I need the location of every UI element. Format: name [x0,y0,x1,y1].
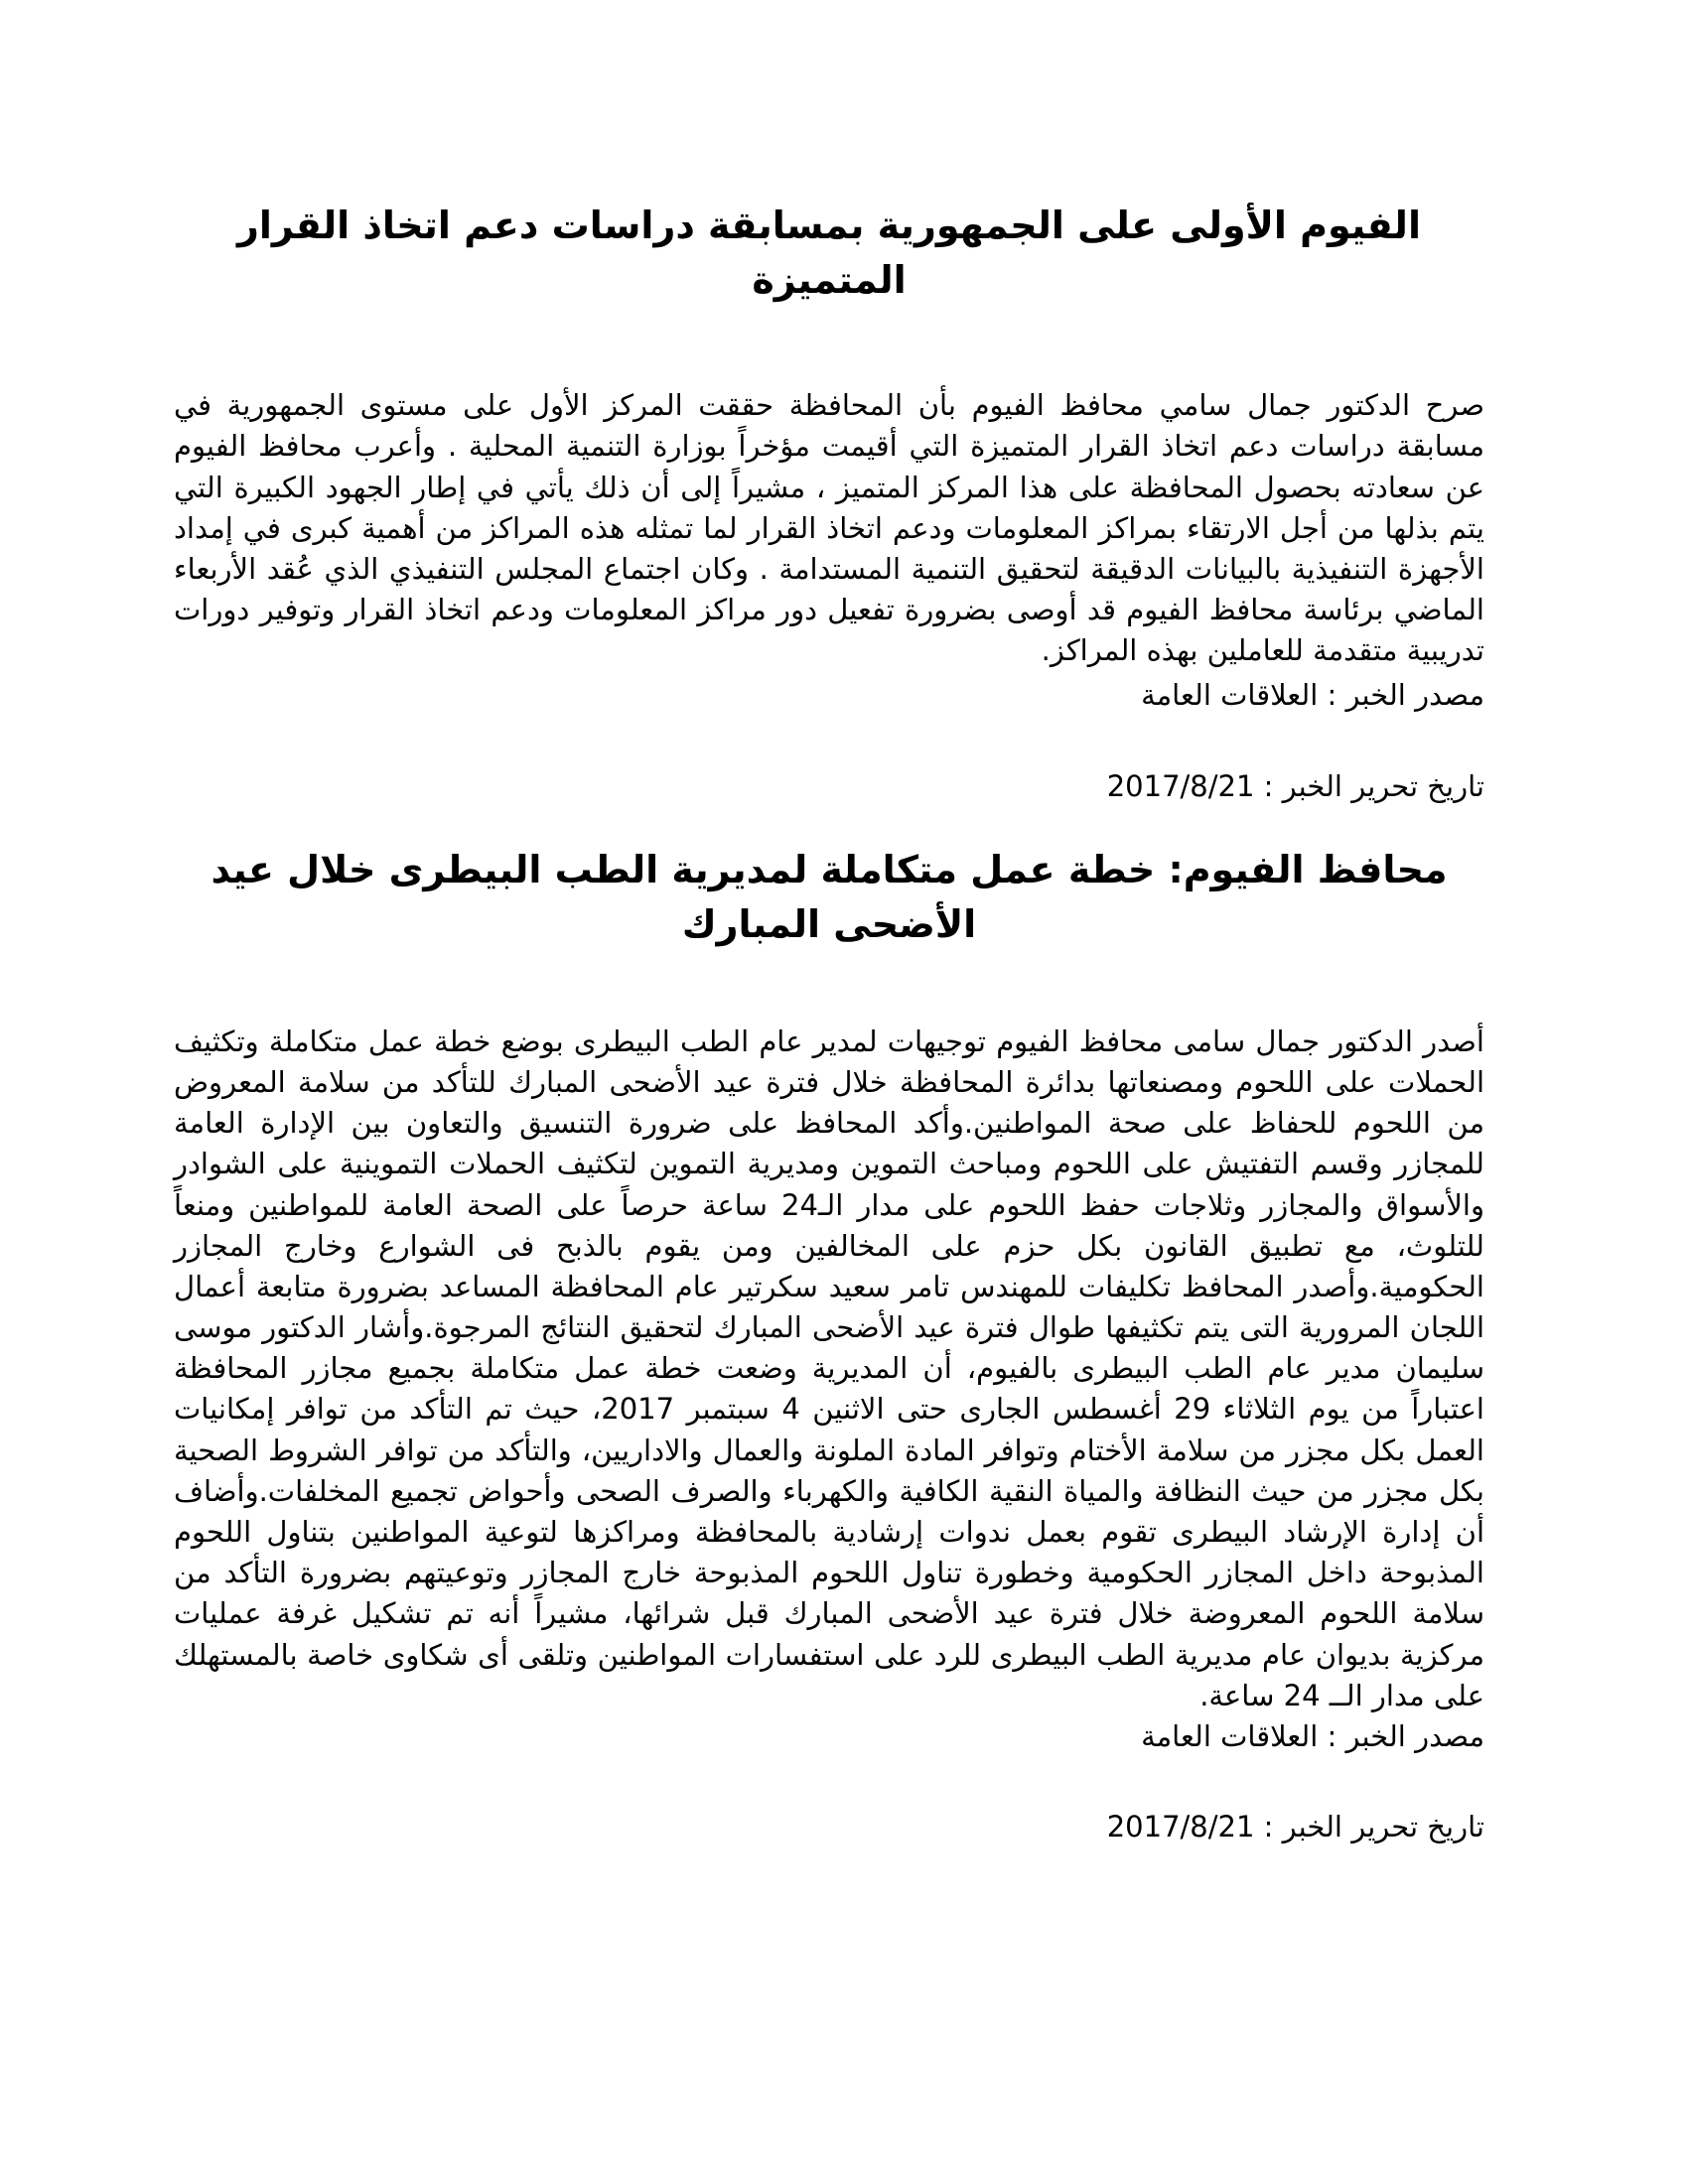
news-date-value: 2017/8/21 [1106,768,1255,803]
news-date-label: تاريخ تحرير الخبر : [1254,1810,1484,1844]
news-source-line [174,1716,1484,1757]
article-title: محافظ الفيوم: خطة عمل متكاملة لمديرية الطب البيطرى خلال عيد الأضحى المبارك [211,847,1448,946]
news-article-2 [174,843,1484,1847]
news-source-label: مصدر الخبر : [1318,1718,1484,1753]
article-body: صرح الدكتور جمال سامي محافظ الفيوم بأن المحافظة حققت المركز الأول على مستوى الجمهورية في مسابقة دراسات دعم اتخاذ القرار المتميزة التي أقيمت مؤخراً بوزارة التنمية المحلية . وأعرب محافظ الفيوم عن سعادته بحصول المحافظة على هذا المركز المتميز ، مشيراً إلى أن ذلك يأتي في إطار الجهود الكبيرة التي يتم بذلها من أجل الارتقاء بمراكز المعلومات ودعم اتخاذ القرار لما تمثله هذه المراكز من أهمية كبرى في إمداد الأجهزة التنفيذية بالبيانات الدقيقة لتحقيق التنمية المستدامة . وكان اجتماع المجلس التنفيذي الذي عُقد الأربعاء الماضي برئاسة محافظ الفيوم قد أوصى بضرورة تفعيل دور مراكز المعلومات ودعم اتخاذ القرار وتوفير دورات تدريبية متقدمة للعاملين بهذه المراكز. [174,388,1484,668]
news-date-value: 2017/8/21 [1106,1810,1255,1844]
document-page [174,179,1484,1883]
news-date-line [174,1807,1484,1847]
news-source-label: مصدر الخبر : [1318,678,1484,713]
article-title: الفيوم الأولى على الجمهورية بمسابقة دراسات دعم اتخاذ القرار المتميزة [237,204,1421,303]
article-body: أصدر الدكتور جمال سامى محافظ الفيوم توجيهات لمدير عام الطب البيطرى بوضع خطة عمل متكاملة وتكثيف الحملات على اللحوم ومصنعاتها بدائرة المحافظة خلال فترة عيد الأضحى المبارك للتأكد من سلامة المعروض من اللحوم للحفاظ على صحة المواطنين.وأكد المحافظ على ضرورة التنسيق والتعاون بين الإدارة العامة للمجازر وقسم التفتيش على اللحوم ومباحث التموين ومديرية التموين لتكثيف الحملات التموينية على الشوادر والأسواق والمجازر وثلاجات حفظ اللحوم على مدار الـ24 ساعة حرصاً على الصحة العامة للمواطنين ومنعاً للتلوث، مع تطبيق القانون بكل حزم على المخالفين ومن يقوم بالذبح فى الشوارع وخارج المجازر الحكومية.وأصدر المحافظ تكليفات للمهندس تامر سعيد سكرتير عام المحافظة المساعد بضرورة متابعة أعمال اللجان المرورية التى يتم تكثيفها طوال فترة عيد الأضحى المبارك لتحقيق النتائج المرجوة.وأشار الدكتور موسى سليمان مدير عام الطب البيطرى بالفيوم، أن المديرية وضعت خطة عمل متكاملة بجميع مجازر المحافظة اعتباراً من يوم الثلاثاء 29 أغسطس الجارى حتى الاثنين 4 سبتمبر 2017، حيث تم التأكد من توافر إمكانيات العمل بكل مجزر من سلامة الأختام وتوافر المادة الملونة والعمال والاداريين، والتأكد من توافر الشروط الصحية بكل مجزر من حيث النظافة والمياة النقية الكافية والكهرباء والصرف الصحى وأحواض تجميع المخلفات.وأضاف أن إدارة الإرشاد البيطرى تقوم بعمل ندوات إرشادية بالمحافظة ومراكزها لتوعية المواطنين بتناول اللحوم المذبوحة داخل المجازر الحكومية وخطورة تناول اللحوم المذبوحة خارج المجازر وتوعيتهم بضرورة التأكد من سلامة اللحوم المعروضة خلال فترة عيد الأضحى المبارك قبل شرائها، مشيراً أنه تم تشكيل غرفة عمليات مركزية بديوان عام مديرية الطب البيطرى للرد على استفسارات المواطنين وتلقى أى شكاوى خاصة بالمستهلك على مدار الــ 24 ساعة. [174,1024,1484,1712]
news-date-label: تاريخ تحرير الخبر : [1254,768,1484,803]
news-source-value: العلاقات العامة [1141,1718,1319,1753]
news-date-line [174,766,1484,807]
news-source-value: العلاقات العامة [1141,678,1319,713]
news-article-1 [174,199,1484,807]
news-source-line [174,675,1484,716]
